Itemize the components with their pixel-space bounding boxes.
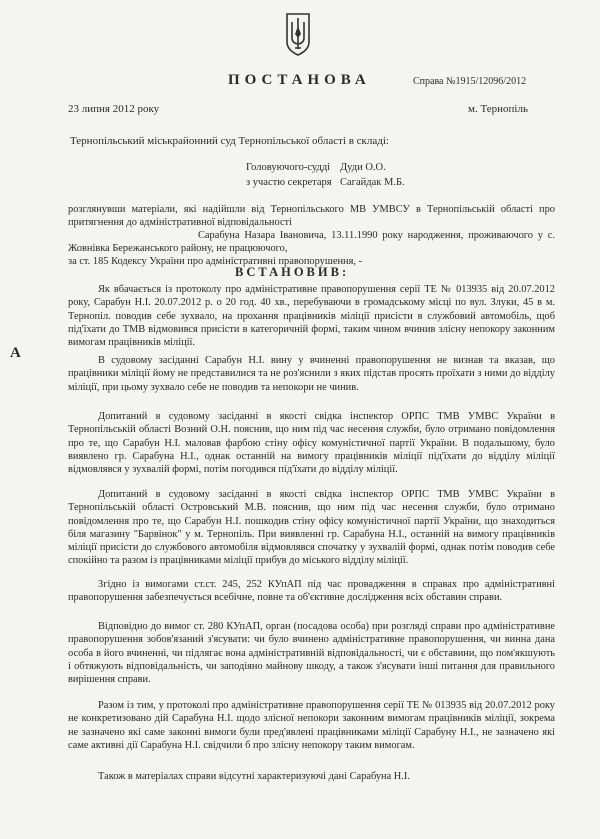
coat-of-arms-icon: [285, 12, 311, 56]
paragraph-articles-245-252: Згідно із вимогами ст.ст. 245, 252 КУпАП під час провадження в справах про адміністративні правопорушення забезпечується всебічне, повне та об'єктивне дослідження всіх обставин справи.: [68, 579, 555, 604]
margin-handwritten-mark: А: [10, 345, 21, 361]
ruling-date: 23 липня 2012 року: [68, 103, 160, 115]
document-title: ПОСТАНОВА: [228, 72, 371, 88]
paragraph-article-280: Відповідно до вимог ст. 280 КУпАП, орган (посадова особа) при розгляді справи про адміністративне правопорушення зобов'язаний з'ясувати: чи було вчинено адміністративне правопорушення, чи винна дана особа в його вчиненні, чи підлягає вона адміністративній відповідальності, чи є обставини, що пом'якшують і обтяжують відповідальність, чи заподіяно майнову шкоду, а також з'ясувати інші питання для правильного вирішення справи.: [68, 621, 555, 686]
intro-defendant: Сарабуна Назара Івановича, 13.11.1990 року народження, проживаючого у с. Жовнівка Бережанського району, не працюючого,: [68, 230, 555, 255]
paragraph-protocol: Як вбачається із протоколу про адміністративне правопорушення серії ТЕ № 013935 від 20.07.2012 року, Сарабун Н.І. 20.07.2012 р. о 20 год. 40 хв., перебуваючи в громадському місці по вул. Злуки, 45 в м. Тернопіл. поводив себе зухвало, на прохання працівників міліції присісти в службовий автомобіль, щоб під'їхати до ТМВ відмовився присісти в категоричній формі, таким чином вчинив злісну непокору законним вимогам працівників міліції.: [68, 284, 555, 349]
intro-article: за ст. 185 Кодексу України про адміністративні правопорушення, -: [68, 256, 363, 267]
section-heading: ВСТАНОВИВ:: [235, 265, 350, 279]
paragraph-missing-characteristics: Також в матеріалах справи відсутні характеризуючі дані Сарабуна Н.І.: [98, 771, 410, 782]
intro-materials: розглянувши матеріали, які надійшли від Тернопільського МВ УМВСУ в Тернопільській області про притягнення до адміністративної відповідальності: [68, 204, 555, 229]
paragraph-defendant-testimony: В судовому засіданні Сарабун Н.І. вину у вчиненні правопорушення не визнав та вказав, що працівники міліції йому не представилися та не роз'яснили з яких підстав просять проїхати з ними до відділу міліції, при цьому зухвало себе не поводив та непокори не чинив.: [68, 355, 555, 393]
ruling-city: м. Тернопіль: [468, 103, 528, 115]
secretary-name: Сагайдак М.Б.: [340, 177, 405, 188]
case-number: Справа №1915/12096/2012: [413, 76, 527, 87]
paragraph-witness-vozny: Допитаний в судовому засіданні в якості свідка інспектор ОРПС ТМВ УМВС України в Тернопільській області Возний О.Н. пояснив, що ним під час несення служби, було отримано повідомлення про те, що Сарабун Н.І. маловав фарбою стіну офісу комуністичної партії України. В подальшому, було виявлено гр. Сарабуна Н.І., однак останній на вимогу працівників міліції під'їхати до відділу міліції відмовлявся у зухвалій формі, потім погодився під'їхати до відділу міліції.: [68, 411, 555, 476]
court-name: Тернопільський міськрайонний суд Тернопільської області в складі:: [70, 135, 389, 147]
judge-name: Дуди О.О.: [340, 162, 386, 173]
court-composition: [246, 160, 405, 190]
paragraph-protocol-deficiency: Разом із тим, у протоколі про адміністративне правопорушення серії ТЕ № 013935 від 20.07.2012 року не конкретизовано дій Сарабуна Н.І. щодо злісної непокори законним вимогам працівників міліції, зокрема не зазначено які саме законні вимоги були пред'явлені працівниками міліції Сарабуну Н.І., не зазначено які саме активні дії Сарабуна Н.І. свідчили б про злісну непокору таким вимогам.: [68, 700, 555, 751]
judge-role: Головуючого-судді: [246, 162, 331, 173]
secretary-role: з участю секретаря: [246, 177, 332, 188]
paragraph-witness-ostrovsky: Допитаний в судовому засіданні в якості свідка інспектор ОРПС ТМВ УМВС України в Тернопільській області Островський М.В. пояснив, що ним під час несення служби, було отримано повідомлення про те, що Сарабун Н.І. пошкодив стіну офісу комуністичної партії України, що знаходиться біля магазину "Барвінок" у м. Тернопіль. При виявленні гр. Сарабуна Н.І., останній на вимогу працівників міліції присісти до службового автомобіля відмовлявся спочатку у зухвалій формі, однак потім поводив себе спокійно та разом із працівниками міліції прибув до міського відділу міліції.: [68, 489, 555, 567]
